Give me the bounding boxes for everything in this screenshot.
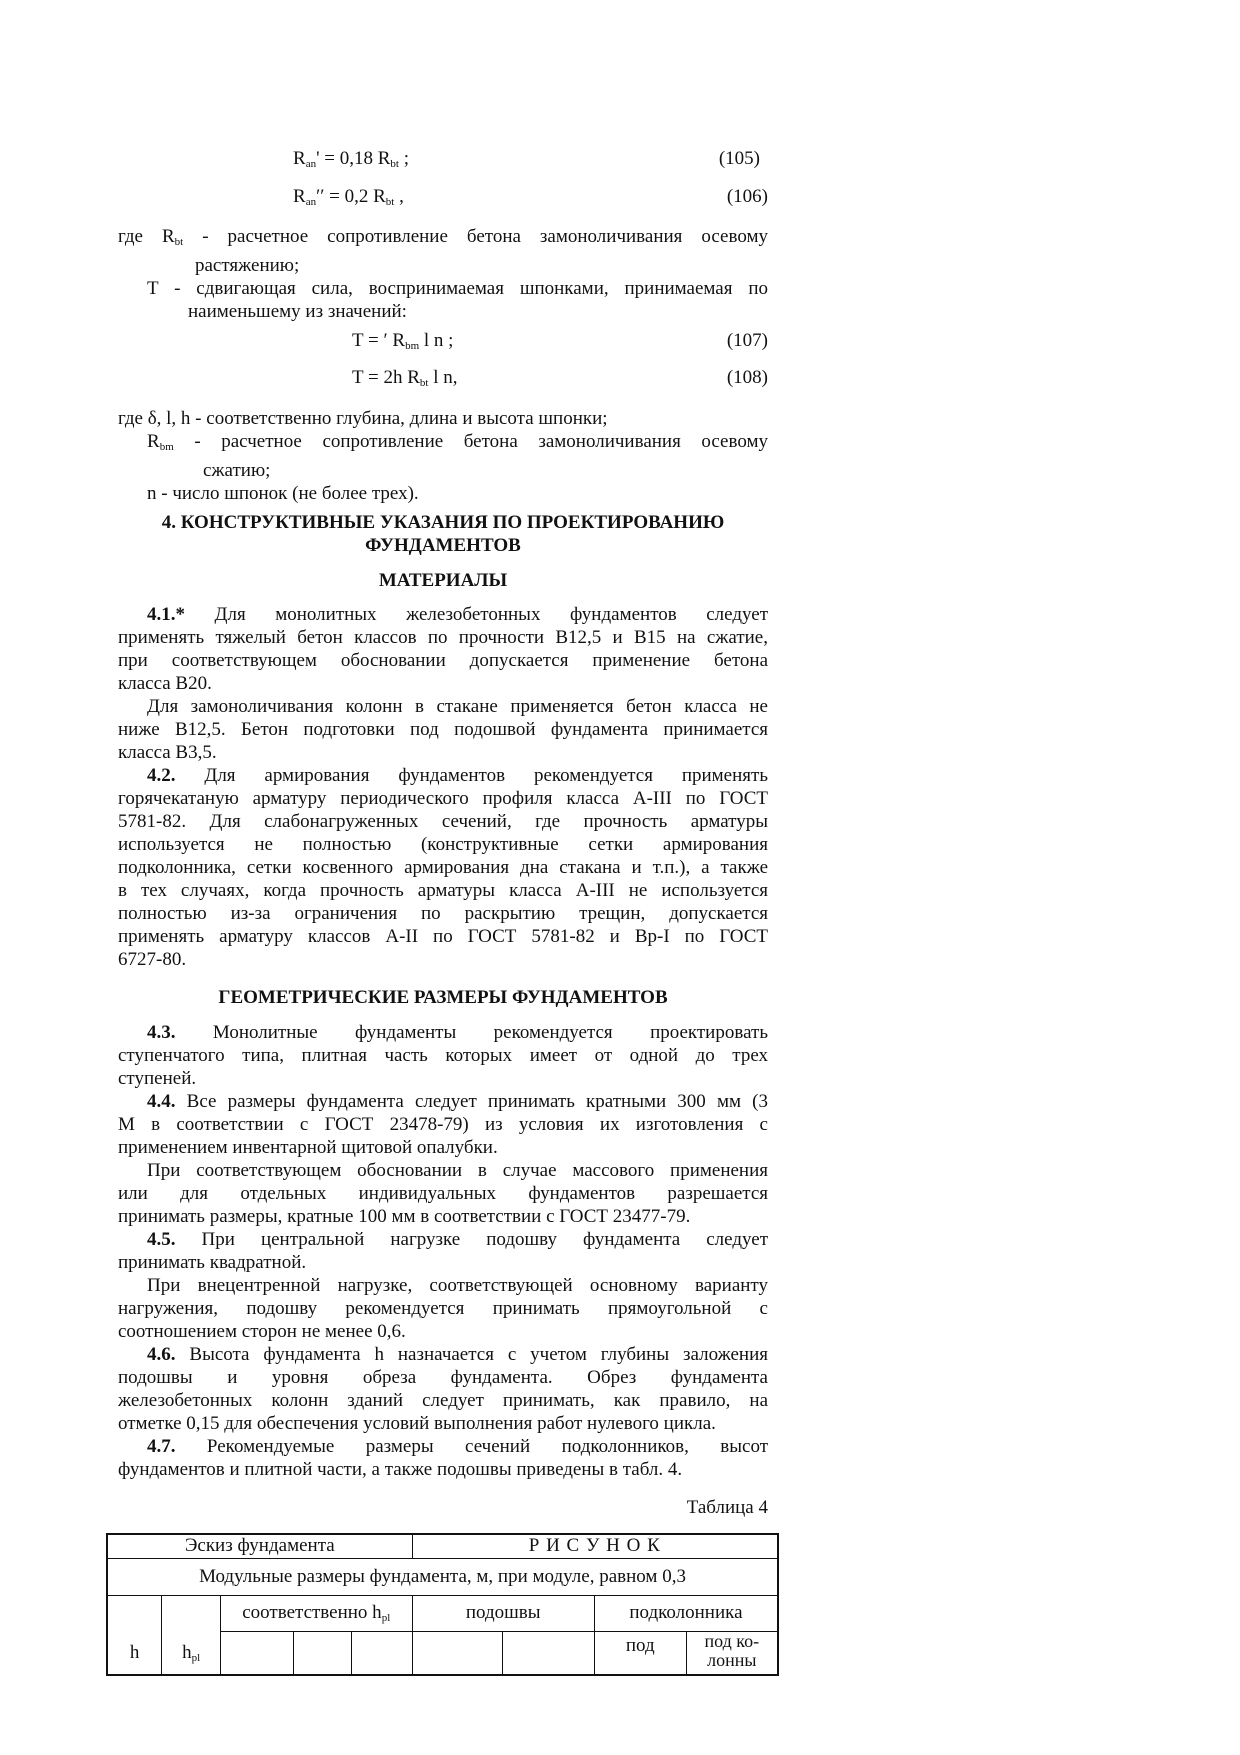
geometry-heading: ГЕОМЕТРИЧЕСКИЕ РАЗМЕРЫ ФУНДАМЕНТОВ (218, 987, 668, 1008)
equation-number-106: (106) (726, 186, 768, 207)
formula-107: T = ′ $R_{bm}$ l n ; (352, 330, 454, 352)
sketch-label-cell: Эскиз фундамента (107, 1534, 412, 1558)
table-4 (106, 1533, 779, 1676)
table-cell-empty (351, 1631, 412, 1675)
where-rbm-cont: сжатию; (203, 460, 271, 481)
subheader-pod: под (594, 1631, 686, 1675)
where-delta-line: где δ, l, h - соответственно глубина, длина и высота шпонки; (118, 408, 608, 429)
table-cell-empty (412, 1631, 503, 1675)
where-rbt-cont: растяжению; (195, 255, 300, 276)
where-rbt-line: где $R_{bt}$ - расчетное сопротивление бетона замоноличивания осевому (118, 226, 768, 248)
paragraph-4-1: 4.1.* Для монолитных железобетонных фундаментов следует применять тяжелый бетон классов по прочности В12,5 и В15 на сжатие, при соответствующем обосновании допускается применение бетона класса В20. Для замоноличивания колонн в стакане применяется бетон класса не ниже В12,5. Бетон подготовки под подошвой фундамента принимается класса В3,5. (118, 604, 768, 763)
table-cell-empty (293, 1631, 351, 1675)
picture-label-cell: Р И С У Н О К (412, 1534, 778, 1558)
equation-number-105: (105) (718, 148, 760, 169)
modular-sizes-cell: Модульные размеры фундамента, м, при модуле, равном 0,3 (107, 1558, 778, 1595)
col-hpl-header: $h_{pl}$ (162, 1595, 221, 1675)
group-subcolumn: подколонника (594, 1595, 778, 1631)
where-block-2 (118, 407, 768, 505)
group-respectively-hpl: соответственно $h_{pl}$ (220, 1595, 412, 1631)
paragraph-4-2: 4.2. Для армирования фундаментов рекомендуется применять горячекатаную арматуру периодического профиля класса А-III по ГОСТ 5781-82. Для слабонагруженных сечений, где прочность арматуры используется не полностью (конструктивные сетки армирования подколонника, сетки косвенного армирования дна стакана и т.п.), а также в тех случаях, когда прочность арматуры класса А-III не используется полностью из-за ограничения по раскрытию трещин, допускается применять арматуру классов А-II по ГОСТ 5781-82 и Вр-I по ГОСТ 6727-80. (118, 765, 768, 970)
where-t-cont: наименьшему из значений: (188, 301, 407, 322)
where-rbm-line: $R_{bm}$ - расчетное сопротивление бетона замоноличивания осевому (147, 431, 768, 453)
paragraph-4-7: 4.7. Рекомендуемые размеры сечений подколонников, высот фундаментов и плитной части, а также подошвы приведены в табл. 4. (118, 1436, 768, 1480)
table-cell-empty (220, 1631, 293, 1675)
section-4-heading: 4. КОНСТРУКТИВНЫЕ УКАЗАНИЯ ПО ПРОЕКТИРОВАНИЮ ФУНДАМЕНТОВ (161, 512, 725, 556)
group-sole: подошвы (412, 1595, 594, 1631)
formula-105: $R_{an}' = 0,18$ $R_{bt}$ ; (293, 148, 409, 170)
equation-number-107: (107) (726, 330, 768, 351)
col-h-header: h (107, 1595, 162, 1675)
where-n-line: n - число шпонок (не более трех). (147, 483, 419, 504)
subheader-podcolumn: под ко- лонны (686, 1631, 778, 1675)
paragraph-4-4: 4.4. Все размеры фундамента следует принимать кратными 300 мм (3 М в соответствии с ГОСТ 23478-79) из условия их изготовления с применением инвентарной щитовой опалубки. При соответствующем обосновании в случае массового применения или для отдельных индивидуальных фундаментов разрешается принимать размеры, кратные 100 мм в соответствии с ГОСТ 23477-79. (118, 1091, 768, 1227)
where-block-1 (118, 225, 768, 323)
materials-heading: МАТЕРИАЛЫ (378, 570, 508, 591)
where-t-line: T - сдвигающая сила, воспринимаемая шпонками, принимаемая по (147, 278, 768, 299)
equation-number-108: (108) (726, 367, 768, 388)
paragraph-4-5: 4.5. При центральной нагрузке подошву фундамента следует принимать квадратной. При внецентренной нагрузке, соответствующей основному варианту нагружения, подошву рекомендуется принимать прямоугольной с соотношением сторон не менее 0,6. (118, 1229, 768, 1342)
paragraph-4-6: 4.6. Высота фундамента h назначается с учетом глубины заложения подошвы и уровня обреза фундамента. Обрез фундамента железобетонных колонн зданий следует принимать, как правило, на отметке 0,15 для обеспечения условий выполнения работ нулевого цикла. (118, 1344, 768, 1434)
formula-108: T = 2h $R_{bt}$ l n, (352, 367, 458, 389)
paragraph-4-3: 4.3. Монолитные фундаменты рекомендуется проектировать ступенчатого типа, плитная часть которых имеет от одной до трех ступеней. (118, 1022, 768, 1089)
table-cell-empty (503, 1631, 595, 1675)
table-caption: Таблица 4 (686, 1497, 768, 1518)
formula-106: $R_{an}'' = 0,2$ $R_{bt}$ , (293, 186, 404, 208)
